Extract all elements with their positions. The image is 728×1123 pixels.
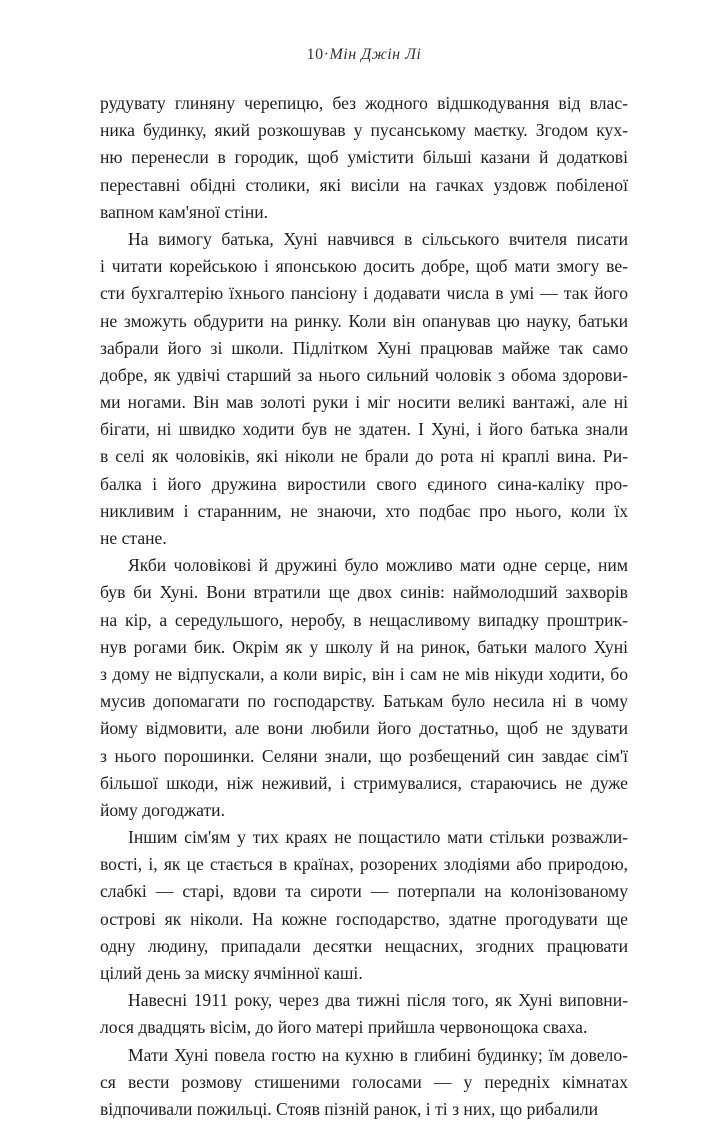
text-line: йому відмовити, але вони любили його достатньо, щоб не здувати [100,718,628,739]
text-line: Якби чоловікові й дружині було можливо мати одне серце, ним [128,555,628,576]
body-text [100,90,628,1123]
text-line: був би Хуні. Вони втратили ще двох синів: наймолодший захворів [100,582,628,603]
paragraph [100,226,628,552]
text-line: на кір, а середульшого, неробу, в нещасливому випадку проштрик- [100,609,628,630]
text-line: слабкі — старі, вдови та сироти — потерпали на колонізованому [100,881,628,902]
text-line: ми ногами. Він мав золоті руки і міг носити великі вантажі, але ні [100,392,628,413]
text-line: йому догоджати. [100,799,225,820]
text-line: ню перенесли в городик, щоб умістити більші казани й додаткові [100,147,628,168]
running-head [0,46,728,64]
text-line: не стане. [100,528,167,548]
text-line: Навесні 1911 року, через два тижні після того, як Хуні виповни- [128,990,628,1011]
text-line: рудувату глиняну черепицю, без жодного відшкодування від влас- [100,93,628,113]
paragraph [100,90,628,226]
text-line: і читати корейською і японською досить добре, щоб мати змогу ве- [100,256,628,277]
text-line: переставні обідні столики, які висіли на гачках уздовж побіленої [100,174,628,195]
text-line: сти бухгалтерію їхнього пансіону і додавати числа в умі — так його [100,283,628,304]
text-line: відпочивали пожильці. Стояв пізній ранок, і ті з них, що рибалили [100,1098,599,1119]
text-line: вості, і, як це стається в країнах, розорених злодіями або природою, [100,854,628,875]
text-line: нув рогами бик. Окрім як у школу й на ринок, батьки малого Хуні [100,636,628,657]
text-line: бігати, ні швидко ходити був не здатен. І Хуні, і його батька знали [100,419,628,440]
text-line: в селі як чоловіків, які ніколи не брали до рота ні краплі вина. Ри- [100,446,628,467]
paragraph [100,824,628,987]
text-line: цілий день за миску ячмінної каші. [100,963,363,983]
text-line: вапном кам'яної стіни. [100,201,269,222]
text-line: Мати Хуні повела гостю на кухню в глибині будинку; їм довело- [128,1044,628,1065]
text-line: не зможуть обдурити на ринку. Коли він опанував цю науку, батьки [100,310,628,331]
running-head-separator: · [323,46,330,63]
text-line: більшої шкоди, ніж неживий, і стримувалися, стараючись не дуже [100,772,628,793]
text-line: ника будинку, який розкошував у пусанському маєтку. Згодом кух- [100,120,628,141]
text-line: ся вести розмову стишеними голосами — у передніх кімнатах [100,1071,628,1092]
running-head-author: Мін Джін Лі [329,46,422,63]
paragraph [100,552,628,824]
text-line: На вимогу батька, Хуні навчився в сільського вчителя писати [128,228,628,249]
text-line: острові як ніколи. На кожне господарство, здатне прогодувати ще [100,908,628,929]
text-line: лося двадцять вісім, до його матері прийшла червонощока сваха. [100,1017,588,1038]
paragraph [100,987,628,1041]
text-line: балка і його дружина виростили свого єдиного сина-каліку про- [100,473,628,494]
text-line: Іншим сім'ям у тих краях не пощастило мати стільки розважли- [128,827,628,848]
text-line: мусив допомагати по господарству. Батькам було несила ні в чому [100,691,628,712]
text-line: з нього порошинки. Селяни знали, що розбещений син завдає сім'ї [100,745,628,766]
text-line: забрали його зі школи. Підлітком Хуні працював майже так само [100,337,628,358]
text-line: з дому не відпускали, а коли виріс, він і сам не мів нікуди ходити, бо [100,663,628,684]
text-line: добре, як удвічі старший за нього сильний чоловік з обома здорови- [100,364,628,385]
text-line: никливим і старанним, не знаючи, хто подбає про нього, коли їх [100,500,628,521]
text-line: одну людину, припадали десятки нещасних, згодних працювати [100,935,628,956]
paragraph [100,1042,628,1123]
page-number: 10 [306,46,324,63]
